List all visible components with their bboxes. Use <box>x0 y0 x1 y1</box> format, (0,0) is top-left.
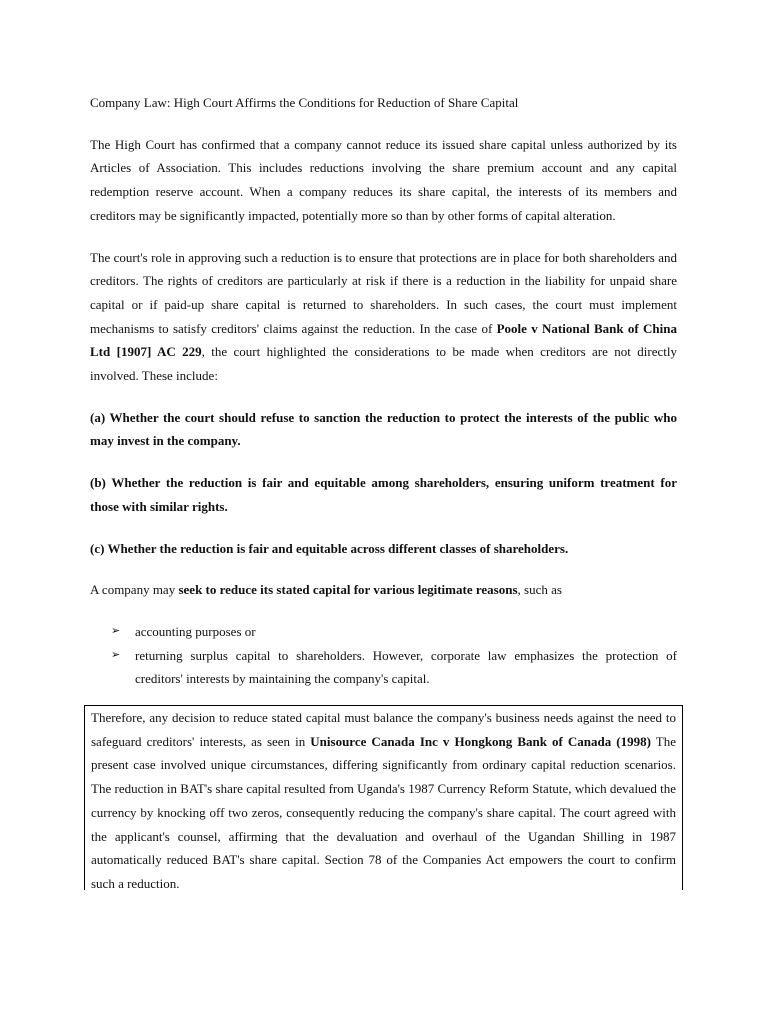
arrow-bullet-icon: ➢ <box>111 624 121 637</box>
document-title: Company Law: High Court Affirms the Conditions for Reduction of Share Capital <box>90 95 519 110</box>
list-item-text: returning surplus capital to shareholders. However, corporate law emphasizes the protection of creditors' interests by maintaining the company's capital. <box>135 647 677 687</box>
paragraph-reasons-emphasis: seek to reduce its stated capital for various legitimate reasons <box>178 582 518 598</box>
document-body <box>90 91 677 711</box>
consideration-a: (a) Whether the court should refuse to sanction the reduction to protect the interests of the public who may invest in the company. <box>90 409 677 449</box>
case-citation-unisource: Unisource Canada Inc v Hongkong Bank of Canada (1998) <box>310 733 651 749</box>
list-item <box>111 620 677 644</box>
consideration-c: (c) Whether the reduction is fair and equitable across different classes of shareholders. <box>90 540 569 556</box>
paragraph-court-role-tail: , the court highlighted the considerations to be made when creditors are not directly involved. These include: <box>90 344 677 384</box>
arrow-bullet-icon: ➢ <box>111 648 121 661</box>
paragraph-reasons-tail: , such as <box>517 582 562 598</box>
paragraph-court-role-text: The court's role in approving such a reduction is to ensure that protections are in place for both shareholders and creditors. The rights of creditors are particularly at risk if there is a reduction in the liability for unpaid share capital or if paid-up share capital is returned to shareholders. In such cases, the court must implement mechanisms to satisfy creditors' claims against the reduction. In the case of <box>90 249 677 336</box>
boxed-conclusion-start: Therefore, any decision to reduce stated capital must balance the company's business needs against the need to safeguard creditors' interests, as seen in <box>91 710 676 749</box>
boxed-conclusion-tail: The present case involved unique circumstances, differing significantly from ordinary capital reduction scenarios. The reduction in BAT's share capital resulted from Uganda's 1987 Currency Reform Statute, which devalued the currency by knocking off two zeros, consequently reducing the company's share capital. The court agreed with the applicant's counsel, affirming that the devaluation and overhaul of the Ugandan Shilling in 1987 automatically reduced BAT's share capital. Section 78 of the Companies Act empowers the court to confirm such a reduction. <box>91 733 676 891</box>
list-item <box>111 644 677 691</box>
list-item-text: accounting purposes or <box>135 623 256 639</box>
case-citation-poole: Poole v National Bank of China Ltd [1907] AC 229 <box>90 320 677 360</box>
boxed-conclusion-text <box>91 706 676 896</box>
paragraph-reasons <box>90 578 677 602</box>
paragraph-intro: The High Court has confirmed that a company cannot reduce its issued share capital unless authorized by its Articles of Association. This includes reductions involving the share premium account and any capital redemption reserve account. When a company reduces its share capital, the interests of its members and creditors may be significantly impacted, potentially more so than by other forms of capital alteration. <box>90 136 677 223</box>
boxed-conclusion <box>84 705 683 890</box>
paragraph-reasons-text: A company may <box>90 582 179 598</box>
consideration-b: (b) Whether the reduction is fair and equitable among shareholders, ensuring uniform treatment for those with similar rights. <box>90 475 677 514</box>
reasons-list <box>90 620 677 691</box>
paragraph-court-role <box>90 246 677 388</box>
